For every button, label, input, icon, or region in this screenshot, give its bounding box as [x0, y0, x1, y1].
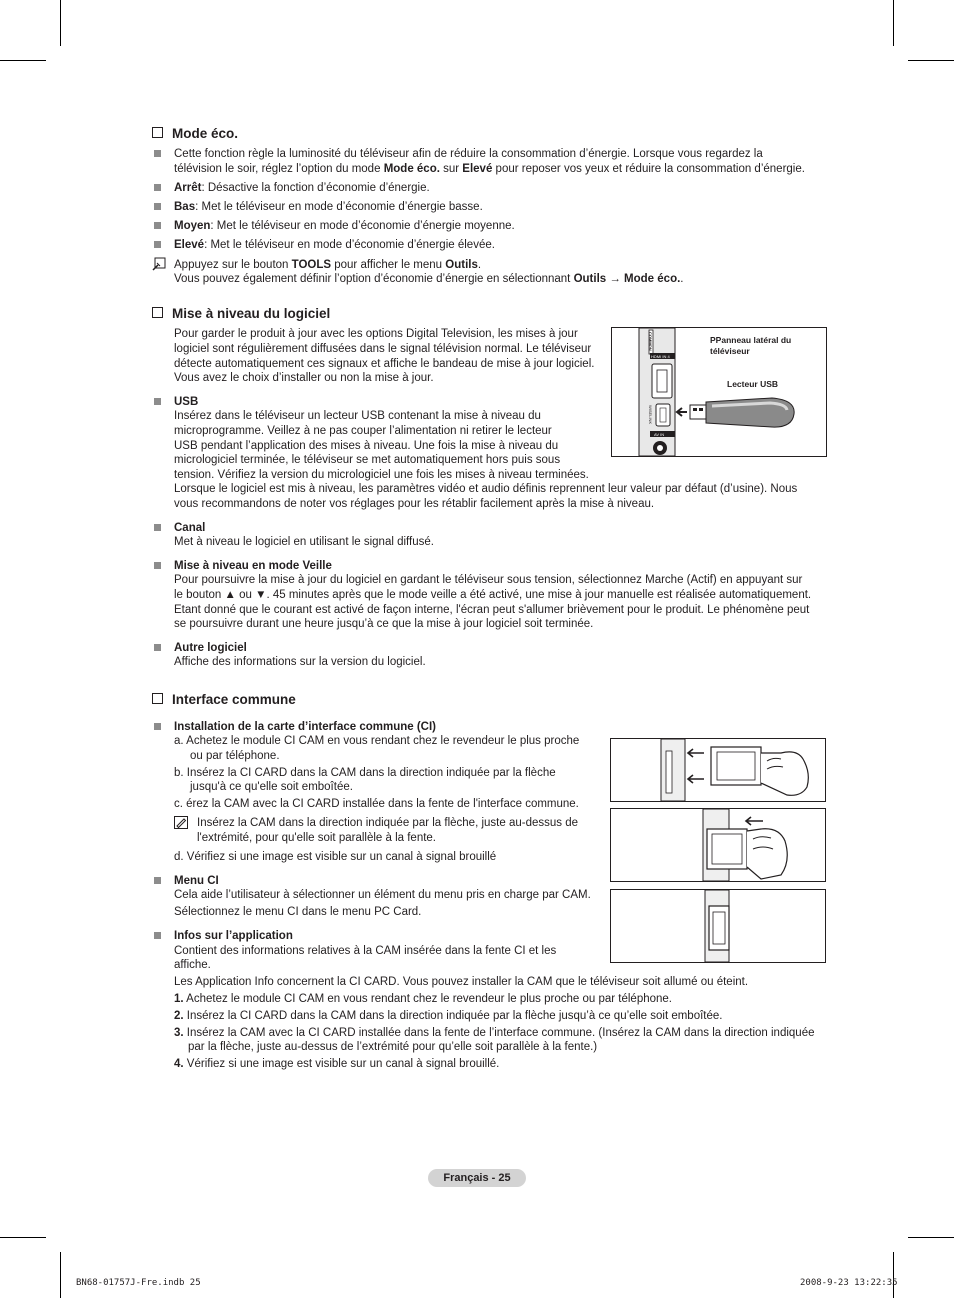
list-item: Bas: Met le téléviseur en mode d’économie d’énergie basse. — [174, 201, 483, 213]
info-title: Infos sur l’application — [174, 930, 293, 942]
ci-title: Installation de la carte d’interface commune (CI) — [174, 721, 437, 733]
paragraph-line: Pour garder le produit à jour avec les options Digital Television, les mises à jour — [174, 328, 578, 340]
crop-mark — [893, 1252, 894, 1298]
checkbox-square-icon — [152, 693, 163, 704]
list-item: Elevé: Met le téléviseur en mode d’économie d’énergie élevée. — [174, 239, 495, 251]
usb-figure — [611, 327, 827, 457]
paragraph-line: Etant donné que le courant est activé de façon interne, l'écran peut s'allumer brièvement pour le produit. Le phénomène peut — [174, 604, 810, 616]
bullet-square-icon — [154, 241, 161, 248]
bullet-square-icon — [154, 562, 161, 569]
paragraph-line: se poursuivre durant une heure jusqu’à ce que la mise à jour logiciel soit terminée. — [174, 618, 594, 630]
paragraph-line: Sélectionnez le menu CI dans le menu PC Card. — [174, 906, 422, 918]
tools-note-line: Vous pouvez également définir l’option d’économie d’énergie en sélectionnant Outils → Mode éco.. — [174, 273, 684, 285]
canal-title: Canal — [174, 522, 206, 534]
paragraph-line: ou par téléphone. — [190, 750, 280, 762]
note-pencil-icon — [174, 816, 188, 829]
port-label-wiselink: WISELINK — [648, 405, 653, 425]
note-line: Insérez la CAM dans la direction indiquée par la flèche, juste au-dessus de — [197, 817, 578, 829]
paragraph-line: télévision le soir, réglez l’option du mode Mode éco. sur Elevé pour reposer vos yeux et réduire la consommation d’énergie. — [174, 163, 805, 175]
figure-caption: téléviseur — [710, 346, 750, 356]
bullet-square-icon — [154, 524, 161, 531]
tools-button-icon — [152, 257, 166, 271]
paragraph-line: Insérez dans le téléviseur un lecteur USB contenant la mise à niveau du — [174, 410, 541, 422]
port-label-hdmi: HDMI IN 4 — [651, 354, 670, 359]
bullet-square-icon — [154, 184, 161, 191]
ci-card-figure-1 — [610, 738, 826, 802]
port-label-common: COMMON — [648, 332, 653, 351]
paragraph-line: Cette fonction règle la luminosité du téléviseur afin de réduire la consommation d’énergie. Lorsque vous regardez la — [174, 148, 763, 160]
veille-title: Mise à niveau en mode Veille — [174, 560, 332, 572]
bullet-square-icon — [154, 222, 161, 229]
paragraph-line: tension. Vérifiez la version du micrologiciel une fois les mises à niveau terminées. — [174, 469, 589, 481]
bullet-square-icon — [154, 877, 161, 884]
print-slug-date: 2008-9-23 13:22:35 — [800, 1278, 898, 1288]
paragraph-line: jusqu'à ce qu'elle soit emboîtée. — [190, 781, 353, 793]
bullet-square-icon — [154, 150, 161, 157]
usb-drive-label: Lecteur USB — [727, 379, 779, 389]
list-item: Arrêt: Désactive la fonction d’économie d’énergie. — [174, 182, 430, 194]
paragraph-line: détecte automatiquement ces signaux et affiche le bandeau de mise à jour logiciel. — [174, 358, 595, 370]
paragraph-line: USB pendant l’application des mises à niveau. Une fois la mise à niveau du — [174, 440, 559, 452]
crop-mark — [908, 1237, 954, 1238]
section-title-mise-a-niveau: Mise à niveau du logiciel — [152, 306, 330, 321]
paragraph-line: vous recommandons de noter vos réglages pour les rétablir facilement après la mise à niveau. — [174, 498, 655, 510]
paragraph-line: a. Achetez le module CI CAM en vous rendant chez le revendeur le plus proche — [174, 735, 580, 747]
ci-card-into-cam-illustration — [611, 739, 825, 801]
crop-mark — [60, 0, 61, 46]
ci-card-figure-2 — [610, 808, 826, 882]
paragraph-line: micrologiciel terminée, le téléviseur se met automatiquement hors puis sous — [174, 454, 561, 466]
figure-caption: PPanneau latéral du — [710, 335, 792, 345]
bullet-square-icon — [154, 203, 161, 210]
cam-inserted-illustration — [611, 890, 825, 962]
paragraph-line: Vous avez le choix d’installer ou non la mise à jour. — [174, 372, 434, 384]
step-item: 2. Insérez la CI CARD dans la CAM dans la direction indiquée par la flèche jusqu’à ce qu’elle soit emboîtée. — [174, 1010, 723, 1022]
paragraph-line: affiche. — [174, 959, 211, 971]
step-item: 3. Insérez la CAM avec la CI CARD installée dans la fente de l’interface commune. (Insérez la CAM dans la direction indiquée — [174, 1027, 815, 1039]
paragraph-line: Contient des informations relatives à la CAM insérée dans la fente CI et les — [174, 945, 557, 957]
tools-note-line: Appuyez sur le bouton TOOLS pour afficher le menu Outils. — [174, 259, 482, 271]
paragraph-line: Pour poursuivre la mise à jour du logiciel en gardant le téléviseur sous tension, sélectionnez Marche (Actif) en appuyant sur — [174, 574, 803, 586]
list-item: Moyen: Met le téléviseur en mode d’économie d’énergie moyenne. — [174, 220, 515, 232]
cam-insert-slot-illustration — [611, 809, 825, 881]
checkbox-square-icon — [152, 307, 163, 318]
paragraph-line: d. Vérifiez si une image est visible sur un canal à signal brouillé — [174, 851, 497, 863]
port-label-av: AV IN — [654, 432, 665, 437]
page-number-badge: Français - 25 — [428, 1169, 526, 1187]
bullet-square-icon — [154, 644, 161, 651]
paragraph-line: le bouton ▲ ou ▼. 45 minutes après que le mode veille a été activé, une mise à jour manuelle est réalisée automatiquement. — [174, 589, 812, 601]
paragraph-line: Affiche des informations sur la version du logiciel. — [174, 656, 426, 668]
paragraph-line: c. érez la CAM avec la CI CARD installée dans la fente de l'interface commune. — [174, 798, 579, 810]
paragraph-line: Cela aide l’utilisateur à sélectionner un élément du menu pris en charge par CAM. — [174, 889, 591, 901]
menu-ci-title: Menu CI — [174, 875, 219, 887]
ci-card-figure-3 — [610, 889, 826, 963]
paragraph-line: logiciel sont régulièrement diffusées dans le signal télévision normal. Le téléviseur — [174, 343, 592, 355]
print-slug-file: BN68-01757J-Fre.indb 25 — [76, 1278, 201, 1288]
paragraph-line: Les Application Info concernent la CI CARD. Vous pouvez installer la CAM que le téléviseur soit allumé ou éteint. — [174, 976, 749, 988]
crop-mark — [893, 0, 894, 46]
autre-title: Autre logiciel — [174, 642, 247, 654]
crop-mark — [908, 60, 954, 61]
paragraph-line: b. Insérez la CI CARD dans la CAM dans la direction indiquée par la flèche — [174, 767, 556, 779]
crop-mark — [0, 1237, 46, 1238]
crop-mark — [0, 60, 46, 61]
note-line: l'extrémité, pour qu'elle soit parallèle à la fente. — [197, 832, 436, 844]
step-item: 4. Vérifiez si une image est visible sur un canal à signal brouillé. — [174, 1058, 500, 1070]
crop-mark — [60, 1252, 61, 1298]
bullet-square-icon — [154, 723, 161, 730]
usb-title: USB — [174, 396, 199, 408]
section-title-mode-eco: Mode éco. — [152, 126, 238, 141]
paragraph-line: Met à niveau le logiciel en utilisant le signal diffusé. — [174, 536, 434, 548]
bullet-square-icon — [154, 398, 161, 405]
bullet-square-icon — [154, 932, 161, 939]
step-item: 1. Achetez le module CI CAM en vous rendant chez le revendeur le plus proche ou par téléphone. — [174, 993, 673, 1005]
checkbox-square-icon — [152, 127, 163, 138]
paragraph-line: microprogramme. Veillez à ne pas couper l’alimentation ni retirer le lecteur — [174, 425, 552, 437]
paragraph-line: Lorsque le logiciel est mis à niveau, les paramètres vidéo et audio définis reprennent leur valeur par défaut (d’usine). Nous — [174, 483, 798, 495]
step-item: par la flèche, juste au-dessus de l’extrémité pour qu’elle soit parallèle à la fente.) — [188, 1041, 598, 1053]
section-title-interface-commune: Interface commune — [152, 692, 296, 707]
